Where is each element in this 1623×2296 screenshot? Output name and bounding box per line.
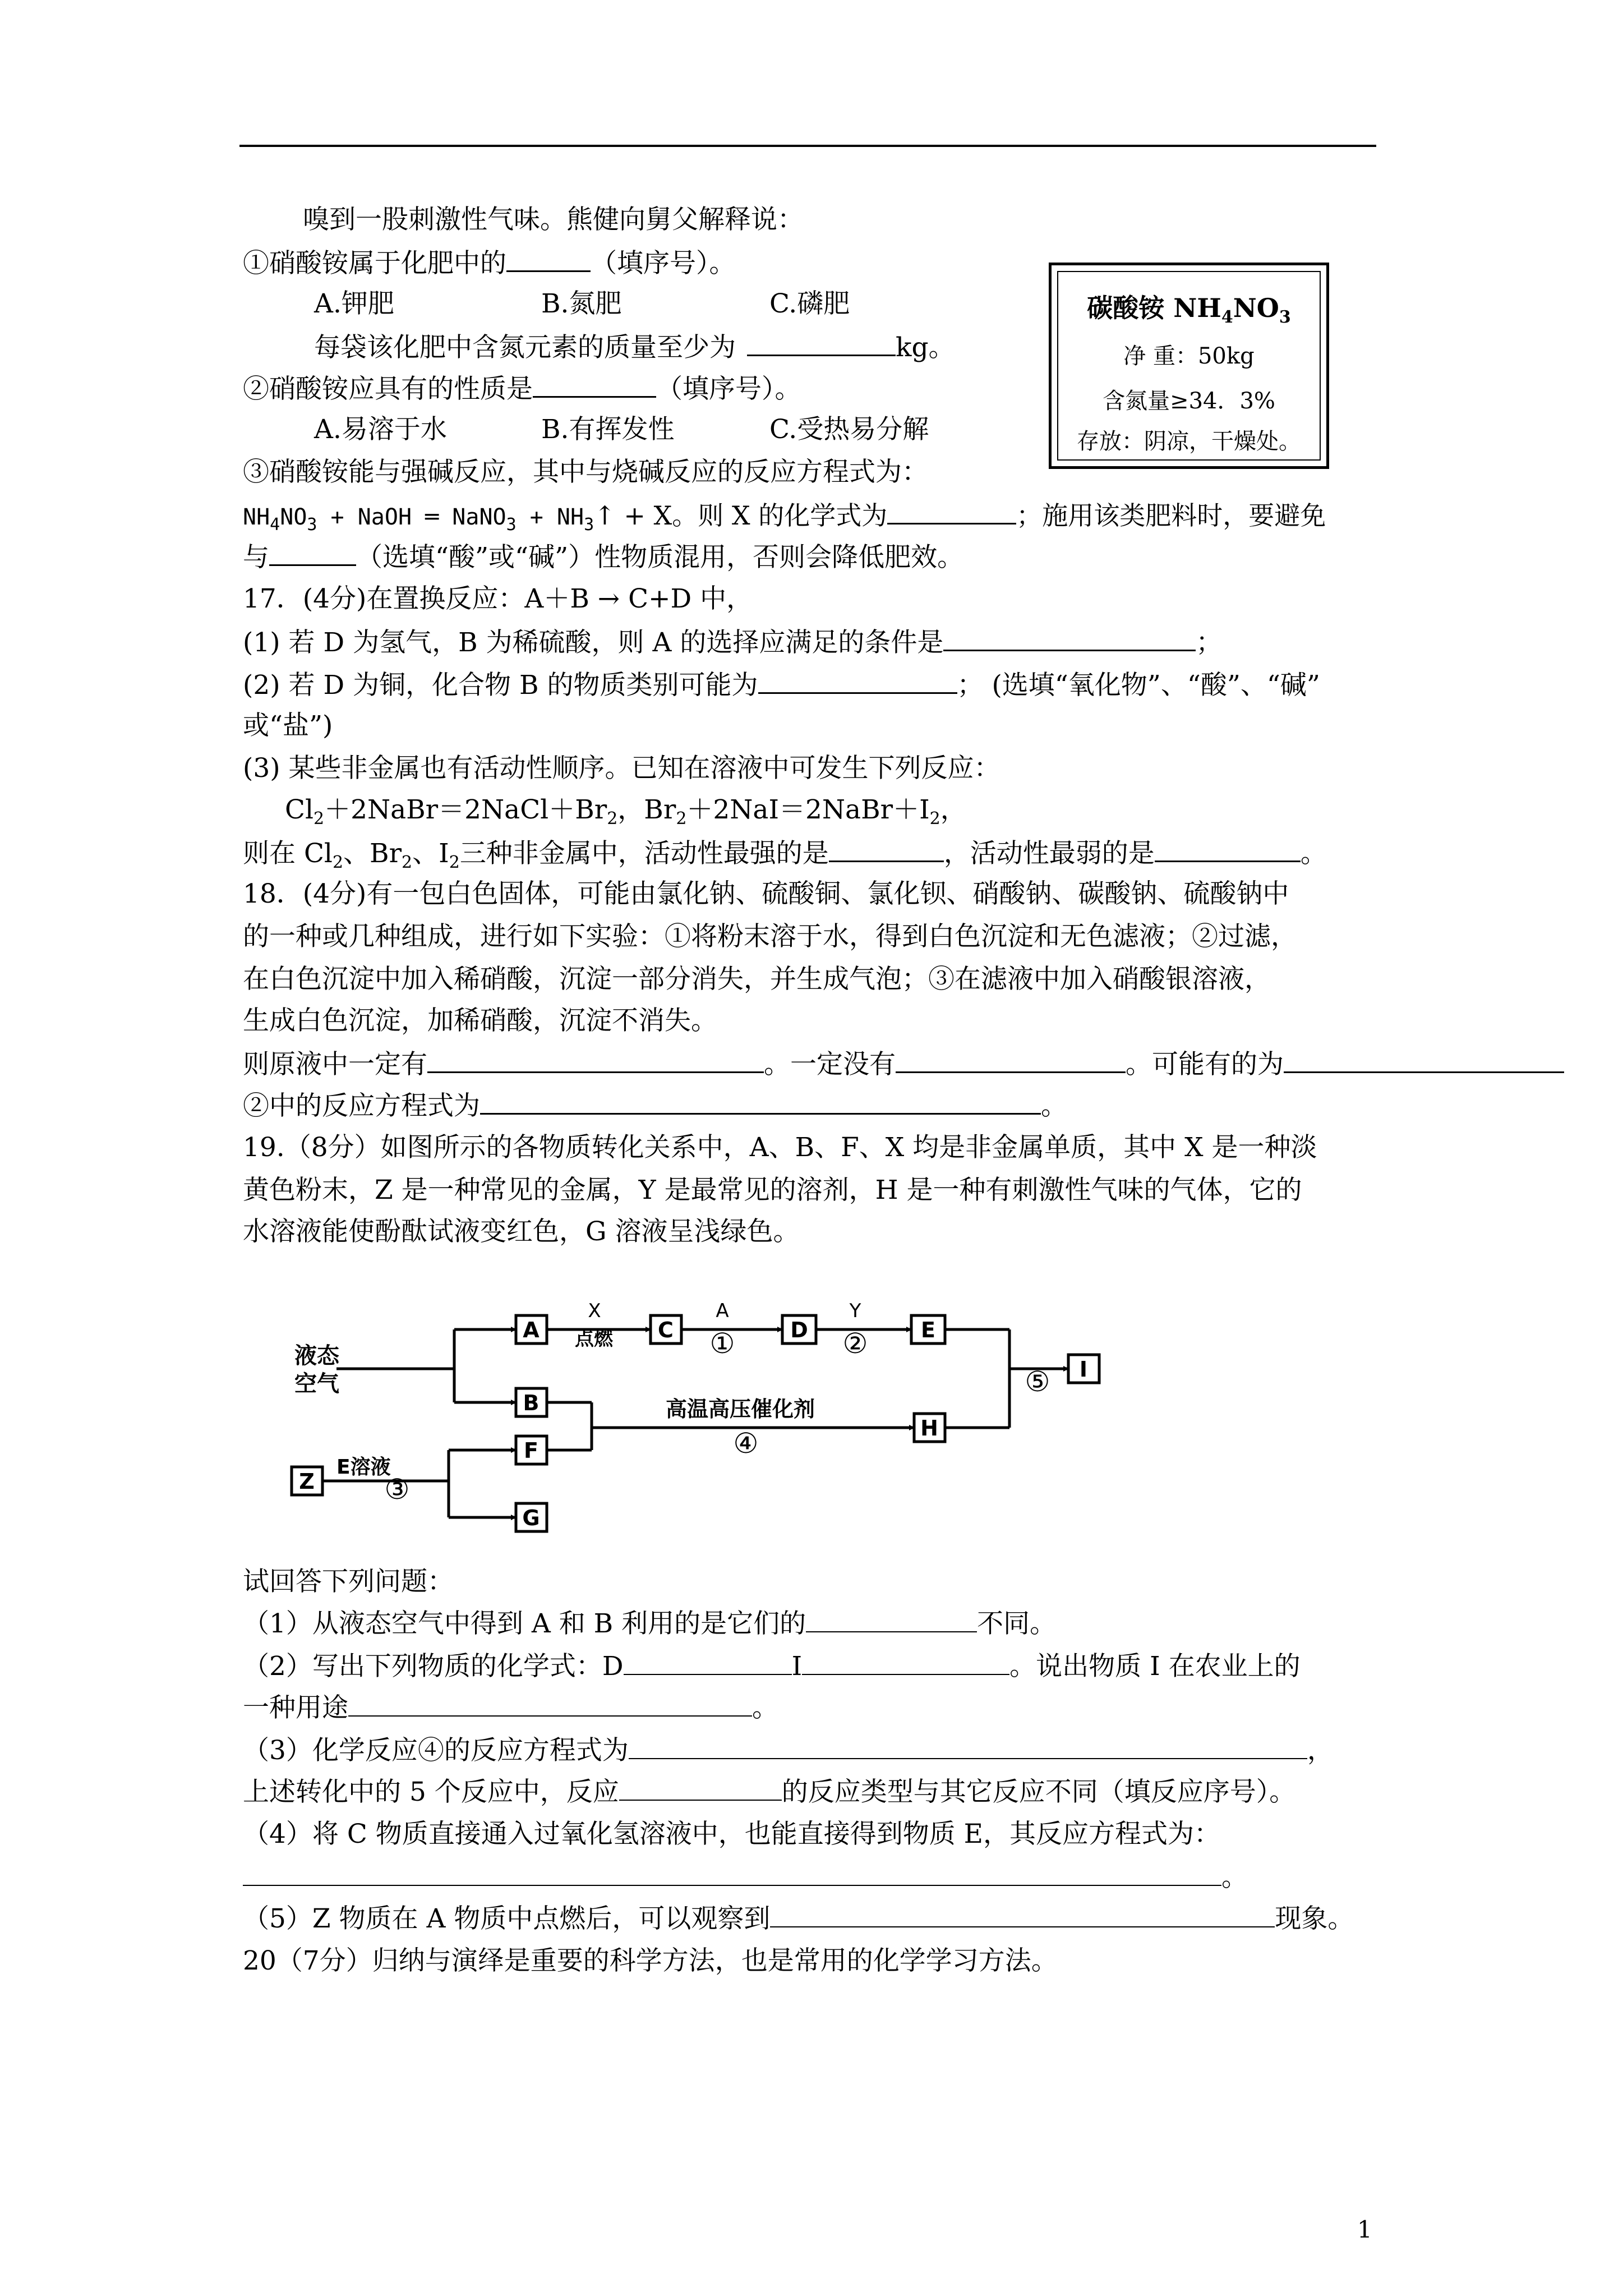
option-a: A.易溶于水	[314, 414, 447, 445]
q17-part2	[243, 668, 1320, 702]
text-line	[243, 1004, 717, 1038]
label-title	[1052, 288, 1326, 327]
step-1-marker: ①	[709, 1327, 735, 1360]
text: 。	[752, 1692, 778, 1723]
q20-title	[243, 1944, 1058, 1978]
q18-equation-line	[243, 1088, 1067, 1123]
text: （1）从液态空气中得到 A 和 B 利用的是它们的	[243, 1608, 806, 1639]
subscript: 2	[402, 853, 413, 872]
answer-blank[interactable]	[427, 1047, 764, 1073]
text-line	[303, 203, 804, 237]
options-1	[541, 287, 621, 321]
node-h: H	[920, 1416, 938, 1441]
text: 生成白色沉淀，加稀硝酸，沉淀不消失。	[243, 1005, 717, 1036]
answer-blank[interactable]	[802, 1649, 1009, 1675]
subscript: 3	[506, 515, 517, 535]
node-a: A	[523, 1318, 540, 1342]
text: kg。	[896, 332, 955, 363]
node-c: C	[658, 1318, 674, 1342]
subscript: 2	[313, 809, 325, 829]
text-line	[243, 1174, 1302, 1207]
text: 。	[1041, 1091, 1067, 1121]
equation-line	[285, 793, 967, 836]
text: ；	[1196, 627, 1223, 658]
text: ，Br	[617, 794, 676, 825]
text: 与	[243, 542, 269, 573]
text: 。说出物质 I 在农业上的	[1009, 1651, 1301, 1682]
equation-line	[243, 498, 1326, 542]
text: 嗅到一股刺激性气味。熊健向舅父解释说：	[303, 204, 804, 235]
step-5-marker: ⑤	[1025, 1365, 1050, 1398]
answer-blank[interactable]	[887, 498, 1016, 524]
subscript: 2	[449, 853, 460, 872]
text-line	[243, 1691, 778, 1725]
option-c: C.磷肥	[769, 288, 850, 319]
text: 三种非金属中，活动性最强的是	[459, 838, 829, 869]
answer-blank[interactable]	[943, 625, 1196, 651]
q19-part1	[243, 1607, 1056, 1641]
text-line	[243, 877, 1289, 911]
text: NO	[280, 504, 307, 530]
text-line	[243, 1215, 799, 1249]
q17-part3	[243, 752, 1000, 785]
answer-blank[interactable]	[348, 1691, 752, 1717]
text: 、Br	[343, 838, 402, 869]
answer-blank[interactable]	[619, 1775, 782, 1801]
text: ；施用该类肥料时，要避免	[1016, 500, 1326, 531]
node-e: E	[921, 1318, 935, 1342]
text: 18．(4分)有一包白色固体，可能由氯化钠、硫酸铜、氯化钡、硝酸钠、碳酸钠、硫酸钠中	[243, 878, 1289, 909]
text-line	[243, 709, 333, 743]
subscript: 2	[607, 809, 618, 829]
answer-blank[interactable]	[629, 1733, 1307, 1759]
answer-blank[interactable]	[758, 668, 957, 694]
text: Cl	[285, 794, 313, 825]
text: ②硝酸铵应具有的性质是	[243, 374, 533, 404]
subscript: 2	[332, 853, 344, 872]
text-line	[243, 963, 1271, 996]
options-2	[541, 413, 674, 447]
subscript: 3	[1279, 307, 1291, 327]
answer-blank[interactable]	[506, 246, 591, 272]
q17-part1	[243, 625, 1222, 660]
answer-blank[interactable]	[896, 1047, 1126, 1073]
text: 。一定没有	[764, 1049, 896, 1080]
fertilizer-label	[1049, 263, 1329, 469]
text: + NH	[516, 504, 584, 530]
header-rule	[239, 145, 1376, 147]
text: (1) 若 D 为氢气，B 为稀硫酸，则 A 的选择应满足的条件是	[243, 627, 944, 658]
text: 20（7分）归纳与演绎是重要的科学方法，也是常用的化学学习方法。	[243, 1945, 1058, 1976]
node-b: B	[523, 1391, 540, 1415]
text: 。	[1300, 838, 1327, 869]
text-line	[243, 540, 963, 574]
text: NH	[243, 504, 270, 530]
text: (3) 某些非金属也有活动性顺序。已知在溶液中可发生下列反应：	[243, 753, 1000, 784]
answer-blank[interactable]	[1155, 836, 1301, 862]
subscript: 3	[307, 515, 317, 535]
text-line	[243, 836, 1327, 880]
text: ，活动性最弱的是	[943, 838, 1155, 869]
text: 一种用途	[243, 1692, 348, 1723]
option-b: B.氮肥	[541, 288, 622, 319]
answer-blank[interactable]	[806, 1607, 977, 1632]
q16-part2	[243, 371, 801, 406]
answer-blank[interactable]	[480, 1088, 1041, 1115]
conversion-diagram	[280, 1290, 1279, 1548]
arrow-x-label: X	[588, 1300, 601, 1322]
step-2-marker: ②	[842, 1327, 868, 1360]
option-c: C.受热易分解	[769, 414, 929, 445]
text: 碳酸铵 NH	[1087, 293, 1221, 323]
text: （3）化学反应④的反应方程式为	[243, 1735, 629, 1766]
subscript: 2	[929, 809, 940, 829]
text-line	[243, 455, 928, 489]
answer-blank[interactable]	[770, 1902, 1275, 1927]
text: 19.（8分）如图所示的各物质转化关系中，A、B、F、X 均是非金属单质，其中 X 是一种淡	[243, 1132, 1317, 1163]
q16-part1	[243, 246, 736, 280]
text: 每袋该化肥中含氮元素的质量至少为	[314, 332, 736, 363]
text: ①硝酸铵属于化肥中的	[243, 248, 506, 279]
text: NO	[1233, 293, 1279, 323]
text: （填序号）。	[656, 374, 801, 404]
option-a: A.钾肥	[314, 288, 394, 319]
answer-blank[interactable]	[1284, 1047, 1564, 1073]
text: （4）将 C 物质直接通入过氧化氢溶液中，也能直接得到物质 E，其反应方程式为：	[243, 1819, 1220, 1849]
text: ③硝酸铵能与强碱反应，其中与烧碱反应的反应方程式为：	[243, 457, 928, 487]
options-2	[314, 413, 447, 447]
subscript: 2	[676, 809, 687, 829]
q19-part2	[243, 1649, 1301, 1683]
page-number: 1	[1357, 2216, 1372, 2243]
text: ，	[1307, 1735, 1334, 1766]
subscript: 3	[584, 515, 594, 535]
step-4-marker: ④	[733, 1427, 759, 1460]
q19-part3	[243, 1733, 1334, 1768]
text: 、I	[412, 838, 449, 869]
text: 不同。	[977, 1608, 1057, 1639]
text: 。	[1221, 1862, 1248, 1893]
arrow-y-label: Y	[849, 1300, 861, 1322]
subscript: 4	[1221, 307, 1233, 327]
text: 在白色沉淀中加入稀硝酸，沉淀一部分消失，并生成气泡；③在滤液中加入硝酸银溶液，	[243, 964, 1271, 995]
text: 上述转化中的 5 个反应中，反应	[243, 1777, 619, 1807]
text: 或“盐”)	[243, 710, 333, 741]
text: （填序号）。	[591, 248, 736, 279]
text: 则在 Cl	[243, 838, 333, 869]
text: 。可能有的为	[1126, 1049, 1284, 1080]
arrow-a-label: A	[716, 1300, 729, 1322]
node-z: Z	[299, 1469, 315, 1494]
liquid-air-label-2: 空气	[294, 1371, 339, 1397]
options-1	[314, 287, 394, 321]
text: （2）写出下列物质的化学式：D	[243, 1651, 624, 1682]
answer-blank[interactable]	[747, 330, 896, 356]
answer-blank[interactable]	[829, 836, 944, 862]
text: （5）Z 物质在 A 物质中点燃后，可以观察到	[243, 1903, 771, 1934]
text: 的反应类型与其它反应不同（填反应序号）。	[781, 1777, 1296, 1807]
text: （选填“酸”或“碱”）性物质混用，否则会降低肥效。	[356, 542, 964, 573]
text: 则原液中一定有	[243, 1049, 427, 1080]
step-3-marker: ③	[384, 1473, 410, 1506]
answer-blank[interactable]	[533, 371, 656, 398]
q18-answer-line	[243, 1047, 1564, 1082]
node-g: G	[522, 1506, 540, 1530]
text: ②中的反应方程式为	[243, 1091, 480, 1121]
options-1	[769, 287, 850, 321]
high-temp-pressure-catalyst-label: 高温高压催化剂	[665, 1397, 815, 1421]
text: 试回答下列问题：	[243, 1566, 454, 1597]
q19-part5	[243, 1902, 1354, 1936]
node-i: I	[1079, 1357, 1088, 1382]
subscript: 4	[270, 515, 280, 535]
text-line	[243, 920, 1297, 954]
q17-title	[243, 582, 753, 616]
text: 现象。	[1275, 1903, 1354, 1934]
e-solution-label: E溶液	[336, 1456, 391, 1479]
node-f: F	[524, 1438, 538, 1463]
text-line	[243, 1565, 454, 1599]
answer-blank[interactable]	[243, 1860, 1221, 1886]
text: 的一种或几种组成，进行如下实验：①将粉末溶于水，得到白色沉淀和无色滤液；②过滤，	[243, 921, 1297, 952]
text: + NaOH ═ NaNO	[317, 504, 506, 530]
text: (2) 若 D 为铜，化合物 B 的物质类别可能为	[243, 670, 758, 701]
q16-nitrogen-mass	[314, 330, 955, 365]
node-d: D	[790, 1318, 808, 1342]
text: ，	[940, 794, 967, 825]
text: 17．(4分)在置换反应：A＋B → C+D 中，	[243, 583, 753, 614]
label-weight: 净 重：50kg	[1123, 343, 1255, 369]
text-line	[243, 1860, 1248, 1894]
text: ↑ + X。则 X 的化学式为	[594, 500, 888, 531]
ignite-label: 点燃	[575, 1328, 613, 1350]
label-nitrogen: 含氮量≥34．3%	[1103, 388, 1275, 414]
text-line	[243, 1131, 1317, 1165]
text: 黄色粉末，Z 是一种常见的金属，Y 是最常见的溶剂，H 是一种有刺激性气味的气体，它的	[243, 1175, 1302, 1205]
text: 水溶液能使酚酞试液变红色，G 溶液呈浅绿色。	[243, 1216, 800, 1247]
liquid-air-label-1: 液态	[294, 1343, 339, 1369]
answer-blank[interactable]	[624, 1649, 792, 1675]
text: ； (选填“氧化物”、“酸”、“碱”	[957, 670, 1320, 701]
text: ＋2NaI＝2NaBr＋I	[686, 794, 930, 825]
text-line	[243, 1775, 1295, 1809]
label-storage: 存放：阴凉，干燥处。	[1077, 429, 1301, 454]
text: ＋2NaBr＝2NaCl＋Br	[324, 794, 607, 825]
text: I	[791, 1651, 803, 1682]
answer-blank[interactable]	[269, 540, 356, 566]
options-2	[769, 413, 929, 447]
option-b: B.有挥发性	[541, 414, 675, 445]
q19-part4	[243, 1818, 1220, 1851]
